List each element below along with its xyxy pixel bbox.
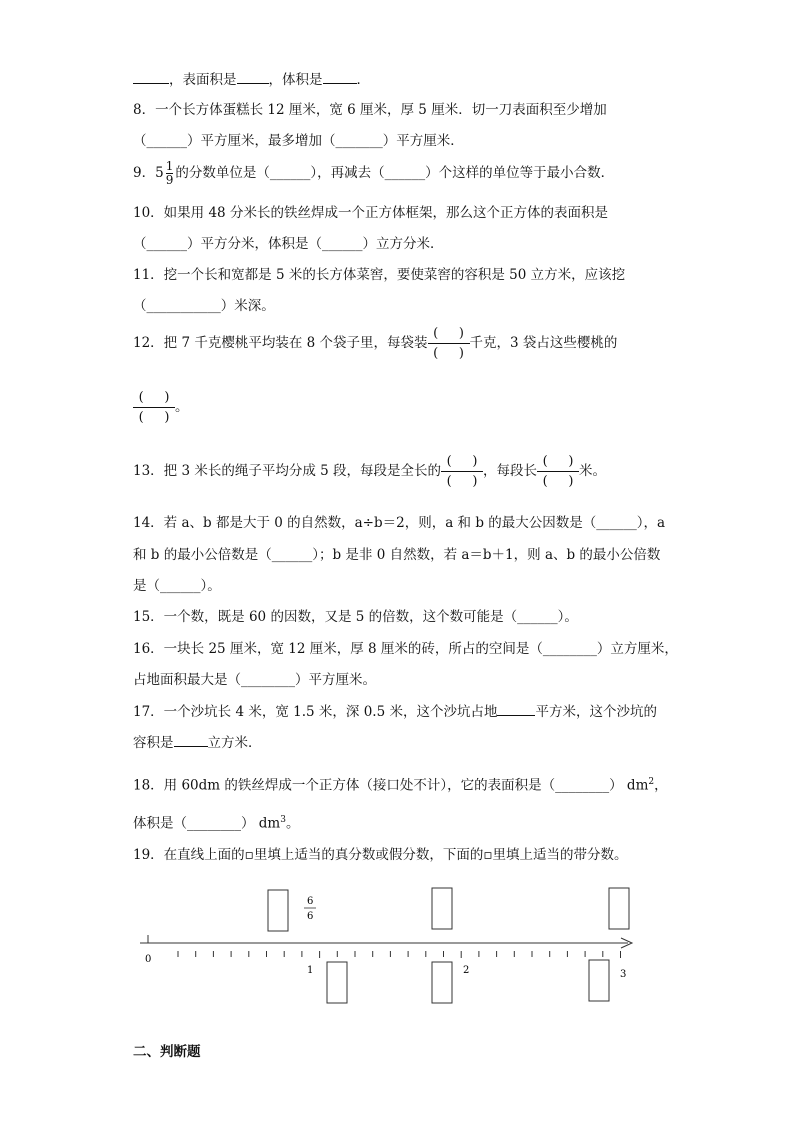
question-17-line1: 17．一个沙坑长 4 米，宽 1.5 米，深 0.5 米，这个沙坑占地 平方米，这个沙坑的 bbox=[133, 704, 657, 720]
svg-text:6: 6 bbox=[307, 911, 314, 922]
question-16-line2: 占地面积最大是（________）平方厘米。 bbox=[133, 672, 376, 688]
question-8-line2: （______）平方厘米，最多增加（_______）平方厘米． bbox=[133, 133, 464, 149]
answer-blank[interactable] bbox=[237, 70, 269, 84]
tick-label-1: 1 bbox=[307, 965, 314, 976]
answer-box-lower-3[interactable] bbox=[589, 960, 609, 1001]
question-9: 9．5 $\frac{1}{9}$ 的分数单位是（______），再减去（______）个这样的单位等于最小合数． bbox=[133, 159, 615, 187]
answer-blank[interactable] bbox=[323, 70, 357, 84]
q7-tail: ，表面积是 ，体积是 ． bbox=[133, 70, 370, 89]
answer-blank[interactable] bbox=[174, 733, 208, 747]
question-11-line2: （___________）米深。 bbox=[133, 298, 275, 314]
question-10-line2: （______）平方分米，体积是（______）立方分米． bbox=[133, 236, 444, 252]
svg-text:6: 6 bbox=[307, 896, 314, 907]
tick-label-0: 0 bbox=[145, 954, 152, 965]
fraction-blank[interactable]: ( ) ( ) bbox=[537, 454, 579, 489]
question-13: 13．把 3 米长的绳子平均分成 5 段，每段是全长的 ( ) ( ) ，每段长 ( ) ( ) 米。 bbox=[133, 454, 607, 489]
fraction-blank[interactable]: ( ) ( ) bbox=[133, 390, 175, 425]
fraction-blank[interactable]: ( ) ( ) bbox=[441, 454, 483, 489]
answer-box-upper-3[interactable] bbox=[609, 888, 629, 929]
question-12-line2: ( ) ( ) 。 bbox=[133, 390, 189, 425]
tick-label-2: 2 bbox=[463, 965, 470, 976]
answer-box-lower-2[interactable] bbox=[432, 962, 452, 1003]
question-16-line1: 16．一块长 25 厘米，宽 12 厘米，厚 8 厘米的砖，所占的空间是（________）立方厘米， bbox=[133, 641, 678, 657]
question-12-line1: 12．把 7 千克樱桃平均装在 8 个袋子里，每袋装 ( ) ( ) 千克，3 袋占这些樱桃的 bbox=[133, 326, 618, 361]
question-14-line2: 和 b 的最小公倍数是（______）；b 是非 0 自然数，若 a＝b＋1，则 a、b 的最小公倍数 bbox=[133, 547, 661, 563]
number-line-diagram bbox=[0, 880, 794, 1010]
question-10-line1: 10．如果用 48 分米长的铁丝焊成一个正方体框架，那么这个正方体的表面积是 bbox=[133, 205, 608, 221]
question-17-line2: 容积是 立方米． bbox=[133, 735, 262, 751]
answer-blank[interactable] bbox=[133, 70, 169, 84]
question-14-line1: 14．若 a、b 都是大于 0 的自然数，a÷b＝2，则，a 和 b 的最大公因数是（______），a bbox=[133, 515, 666, 531]
given-fraction bbox=[304, 896, 316, 922]
question-18-line1: 18．用 60dm 的铁丝焊成一个正方体（接口处不计），它的表面积是（________） $dm^2$， bbox=[133, 777, 668, 794]
question-8-line1: 8．一个长方体蛋糕长 12 厘米，宽 6 厘米，厚 5 厘米．切一刀表面积至少增加 bbox=[133, 102, 607, 118]
answer-blank[interactable] bbox=[497, 702, 535, 716]
number-line bbox=[140, 935, 632, 948]
question-18-line2: 体积是（________） $dm^3$。 bbox=[133, 815, 300, 832]
fraction: $\frac{1}{9}$ bbox=[165, 159, 174, 187]
fraction-blank[interactable]: ( ) ( ) bbox=[428, 326, 470, 361]
tick-marks bbox=[178, 951, 621, 958]
question-19: 19．在直线上面的▫里填上适当的真分数或假分数，下面的▫里填上适当的带分数。 bbox=[133, 847, 628, 863]
question-11-line1: 11．挖一个长和宽都是 5 米的长方体菜窖，要使菜窖的容积是 50 立方米，应该挖 bbox=[133, 267, 626, 283]
tick-label-3: 3 bbox=[620, 969, 627, 980]
question-14-line3: 是（______）。 bbox=[133, 578, 221, 594]
question-15: 15．一个数，既是 60 的因数，又是 5 的倍数，这个数可能是（______）。 bbox=[133, 609, 578, 625]
answer-box-lower-1[interactable] bbox=[327, 962, 347, 1003]
section-title: 二、判断题 bbox=[133, 1044, 201, 1060]
answer-box-upper-1[interactable] bbox=[268, 890, 288, 931]
answer-box-upper-2[interactable] bbox=[432, 888, 452, 929]
